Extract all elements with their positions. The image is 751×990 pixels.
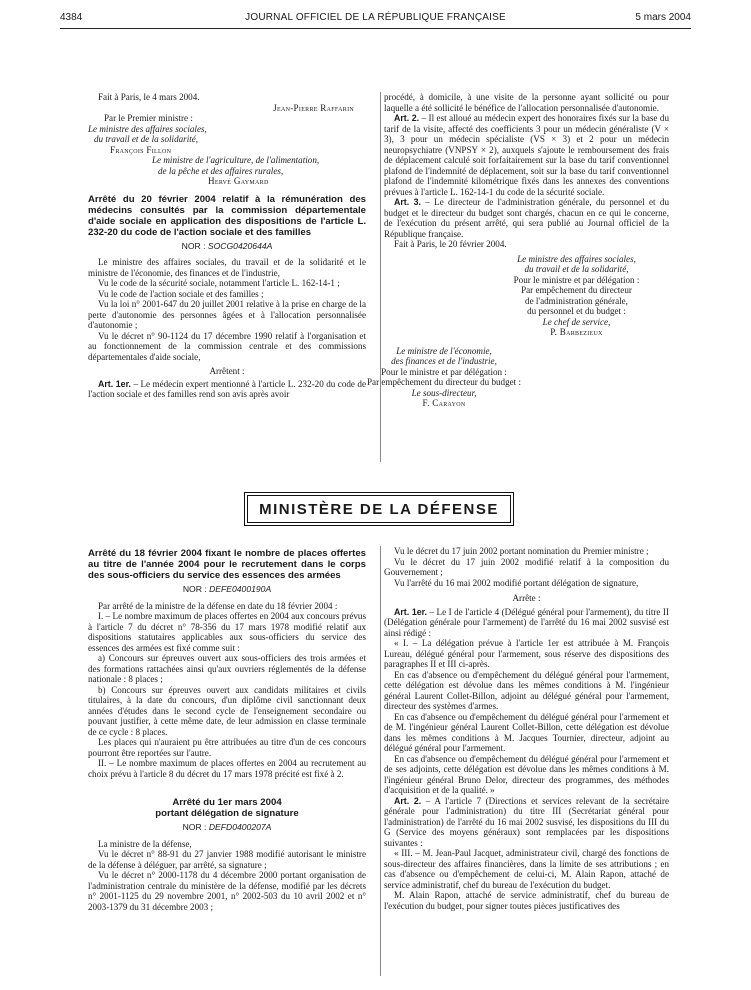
column-divider xyxy=(380,92,381,462)
nor-reference: NOR : DEFE0400190A xyxy=(182,584,272,594)
signer-name: Hervé Gaymard xyxy=(208,176,269,186)
paragraph: Vu le décret du 17 juin 2002 modifié relatif à la composition du Gouvernement ; xyxy=(384,556,669,577)
fait-line: Fait à Paris, le 4 mars 2004. xyxy=(98,92,200,102)
paragraph: La ministre de la défense, xyxy=(98,838,192,849)
top-left-column xyxy=(88,92,366,400)
article: Art. 3. – Le directeur de l'administration générale, du personnel et du budget et le directeur du budget sont chargés, chacun en ce qui le concerne, de l'exécution du présent arrêté, qui sera publié au Journal officiel de la République française. xyxy=(384,197,669,239)
signature-block xyxy=(484,254,669,338)
signature-line: Le ministre de l'économie, xyxy=(396,345,492,356)
minister-title: de la pêche et des affaires rurales, xyxy=(158,165,284,176)
signature-line: Le ministre des affaires sociales, xyxy=(517,253,636,264)
paragraph: Le ministre des affaires sociales, du travail et de la solidarité et le ministre de l'économie, des finances et de l'industrie, xyxy=(88,257,366,278)
signature-line: Par empêchement du directeur xyxy=(521,285,632,295)
signer-name: F. Carayon xyxy=(422,398,466,408)
article: Art. 1er. – Le I de l'article 4 (Délégué général pour l'armement), du titre II (Délégation générale pour l'armement) de l'arrêté du 16 mai 2002 susvisé est ainsi rédigé : xyxy=(384,606,669,638)
paragraph: M. Alain Rapon, attaché de service administratif, chef du bureau de l'exécution du budget, pour signer toutes pièces justificatives des xyxy=(384,890,669,911)
paragraph: « I. – La délégation prévue à l'article 1er est attribuée à M. François Lureau, délégué général pour l'armement, sous réserve des dispositions des paragraphes II et III ci-après. xyxy=(384,638,669,669)
paragraph: Vu la loi n° 2001-647 du 20 juillet 2001 relative à la prise en charge de la perte d'autonomie des personnes âgées et à l'allocation personnalisée d'autonomie ; xyxy=(88,299,366,330)
arrete-title: Arrêté du 18 février 2004 fixant le nombre de places offertes au titre de l'année 2004 pour le recrutement dans le corps des sous-officiers du service des essences des armées xyxy=(88,548,366,581)
bottom-right-column xyxy=(384,546,669,911)
paragraph: Vu l'arrêté du 16 mai 2002 modifié portant délégation de signature, xyxy=(394,577,639,588)
ministry-banner: MINISTÈRE DE LA DÉFENSE xyxy=(247,495,511,523)
top-right-column xyxy=(366,92,669,409)
journal-title: JOURNAL OFFICIEL DE LA RÉPUBLIQUE FRANÇAISE xyxy=(245,12,506,23)
paragraph: En cas d'absence ou d'empêchement du délégué général pour l'armement, cette délégation est dévolue dans les mêmes conditions à M. l'ingénieur général Laurent Collet-Billon, adjoint au délégué général pour l'armement, directeur des systèmes d'armes. xyxy=(384,669,669,711)
signature-line: du personnel et du budget : xyxy=(527,306,626,316)
fait-line: Fait à Paris, le 20 février 2004. xyxy=(394,239,507,249)
paragraph: b) Concours sur épreuves ouvert aux candidats militaires et civils titulaires, à la date du concours, d'un diplôme civil sanctionnant deux années d'études dans le second cycle de l'enseignement secondaire ou pouvant justifier, à cette même date, de leur admission en classe terminale de ce cycle : 8 places. xyxy=(88,684,366,737)
paragraph: a) Concours sur épreuves ouvert aux sous-officiers des trois armées et des formations rattachées ainsi qu'aux ouvriers réglementés de la défense nationale : 8 places ; xyxy=(88,653,366,684)
paragraph: II. – Le nombre maximum de places offertes en 2004 au recrutement au choix prévu à l'article 8 du décret du 17 mars 1978 précité est fixé à 2. xyxy=(88,758,366,779)
minister-title: du travail et de la solidarité, xyxy=(94,134,199,144)
signature-block xyxy=(344,346,544,409)
signature-line: Le sous-directeur, xyxy=(411,387,477,398)
arrete-title: Arrêté du 1er mars 2004 xyxy=(172,797,282,808)
paragraph: Vu le décret n° 88-91 du 27 janvier 1988 modifié autorisant le ministre de la défense à déléguer, par arrêté, sa signature ; xyxy=(88,849,366,870)
column-divider xyxy=(380,546,381,976)
nor-reference: NOR : SOCG0420644A xyxy=(181,240,273,251)
minister-title: Le ministre de l'agriculture, de l'alimentation, xyxy=(152,155,320,165)
article: Art. 1er. – Le médecin expert mentionné à l'article L. 232-20 du code de l'action sociale et des familles rend son avis après avoir xyxy=(88,378,367,399)
arrete-title: portant délégation de signature xyxy=(155,808,299,819)
paragraph: procédé, à domicile, à une visite de la personne ayant sollicité ou pour laquelle a été sollicité le bénéfice de l'allocation personnalisée d'autonomie. xyxy=(384,92,669,113)
nor-reference: NOR : DEFD0400207A xyxy=(182,822,272,832)
paragraph: Vu le décret du 17 juin 2002 portant nomination du Premier ministre ; xyxy=(394,546,649,556)
signature-line: Le chef de service, xyxy=(542,316,611,327)
paragraph: Par arrêté de la ministre de la défense en date du 18 février 2004 : xyxy=(98,600,338,611)
par-line: Par le Premier ministre : xyxy=(104,113,193,123)
signer-name: François Fillon xyxy=(110,144,172,155)
paragraph: Vu le code de la sécurité sociale, notamment l'article L. 162-14-1 ; xyxy=(98,278,340,288)
signature-line: des finances et de l'industrie, xyxy=(391,356,497,366)
signer-name: Jean-Pierre Raffarin xyxy=(273,102,354,113)
signature-line: du travail et de la solidarité, xyxy=(524,264,629,274)
page-header xyxy=(60,10,691,29)
bottom-left-column xyxy=(88,546,366,912)
page-number: 4384 xyxy=(60,12,83,23)
article: Art. 2. – Il est alloué au médecin expert des honoraires fixés sur la base du tarif de la visite, affecté des coefficients 3 pour un médecin généraliste (V × 3), 3 pour un médecin spécialiste (VS × 3) et 2 pour un médecin neuropsychiatre (VNPSY × 2), auxquels s'ajoute le remboursement des frais de déplacement calculé soit forfaitairement sur la base du tarif conventionnel plafond de l'indemnité de déplacement, soit sur la base du tarif conventionnel plafond de l'indemnité kilométrique fixés dans les annexes des conventions prévues à l'article L. 162-14-1 du code de la sécurité sociale. xyxy=(384,113,669,197)
paragraph: « III. – M. Jean-Paul Jacquet, administrateur civil, chargé des fonctions de sous-directeur des affaires financières, dans la limite de ses attributions ; en cas d'absence ou d'empêchement de celui-ci, M. Alain Rapon, attaché de service administratif, chef du bureau de l'exécution du budget. xyxy=(384,848,669,890)
signature-line: de l'administration générale, xyxy=(525,295,628,306)
signer-name: P. Barbezieux xyxy=(550,327,603,337)
signature-line: Pour le ministre et par délégation : xyxy=(381,366,507,377)
signature-line: Pour le ministre et par délégation : xyxy=(513,274,640,285)
issue-date: 5 mars 2004 xyxy=(635,12,691,23)
paragraph: En cas d'absence ou d'empêchement du délégué général pour l'armement et de M. l'ingénieur général Laurent Collet-Billon, cette délégation est dévolue dans les mêmes conditions à M. Jacques Tournier, directeur, adjoint au délégué général pour l'armement. xyxy=(384,711,669,753)
arrete-title: Arrêté du 20 février 2004 relatif à la rémunération des médecins consultés par la commission départementale d'aide sociale en application des dispositions de l'article L. 232-20 du code de l'action sociale et des familles xyxy=(88,193,366,238)
paragraph: Les places qui n'auraient pu être attribuées au titre d'un de ces concours pourront être reportées sur l'autre. xyxy=(88,737,366,758)
paragraph: Vu le code de l'action sociale et des familles ; xyxy=(98,288,264,299)
article: Art. 2. – A l'article 7 (Directions et services relevant de la secrétaire générale pour l'administration) du titre III (Secrétariat général pour l'administration) de l'arrêté du 16 mai 2002 susvisé, les dispositions du III du G (Service des moyens généraux) sont remplacées par les dispositions suivantes : xyxy=(384,795,669,848)
paragraph: En cas d'absence ou d'empêchement du délégué général pour l'armement et de ses adjoints, cette délégation est dévolue dans les mêmes conditions à M. l'ingénieur général Bruno Delor, directeur des programmes, des méthodes d'acquisition et de la qualité. » xyxy=(384,753,669,795)
paragraph: I. – Le nombre maximum de places offertes en 2004 aux concours prévus à l'article 7 du décret n° 78-356 du 17 mars 1978 modifié relatif aux dispositions statutaires applicables aux sous-officiers du service des essences des armées est fixé comme suit : xyxy=(88,611,366,653)
arretent-line: Arrêtent : xyxy=(209,366,245,376)
minister-title: Le ministre des affaires sociales, xyxy=(88,123,207,134)
arrete-line: Arrête : xyxy=(512,593,541,603)
paragraph: Vu le décret n° 2000-1178 du 4 décembre 2000 portant organisation de l'administration centrale du ministère de la défense, modifié par les décrets n° 2001-1125 du 29 novembre 2001, n° 2002-503 du 10 avril 2002 et n° 2003-1379 du 31 décembre 2003 ; xyxy=(88,870,366,912)
paragraph: Vu le décret n° 90-1124 du 17 décembre 1990 relatif à l'organisation et au fonctionnement de la commission centrale et des commissions départementales d'aide sociale, xyxy=(88,330,366,362)
signature-line: Par empêchement du directeur du budget : xyxy=(366,377,522,387)
